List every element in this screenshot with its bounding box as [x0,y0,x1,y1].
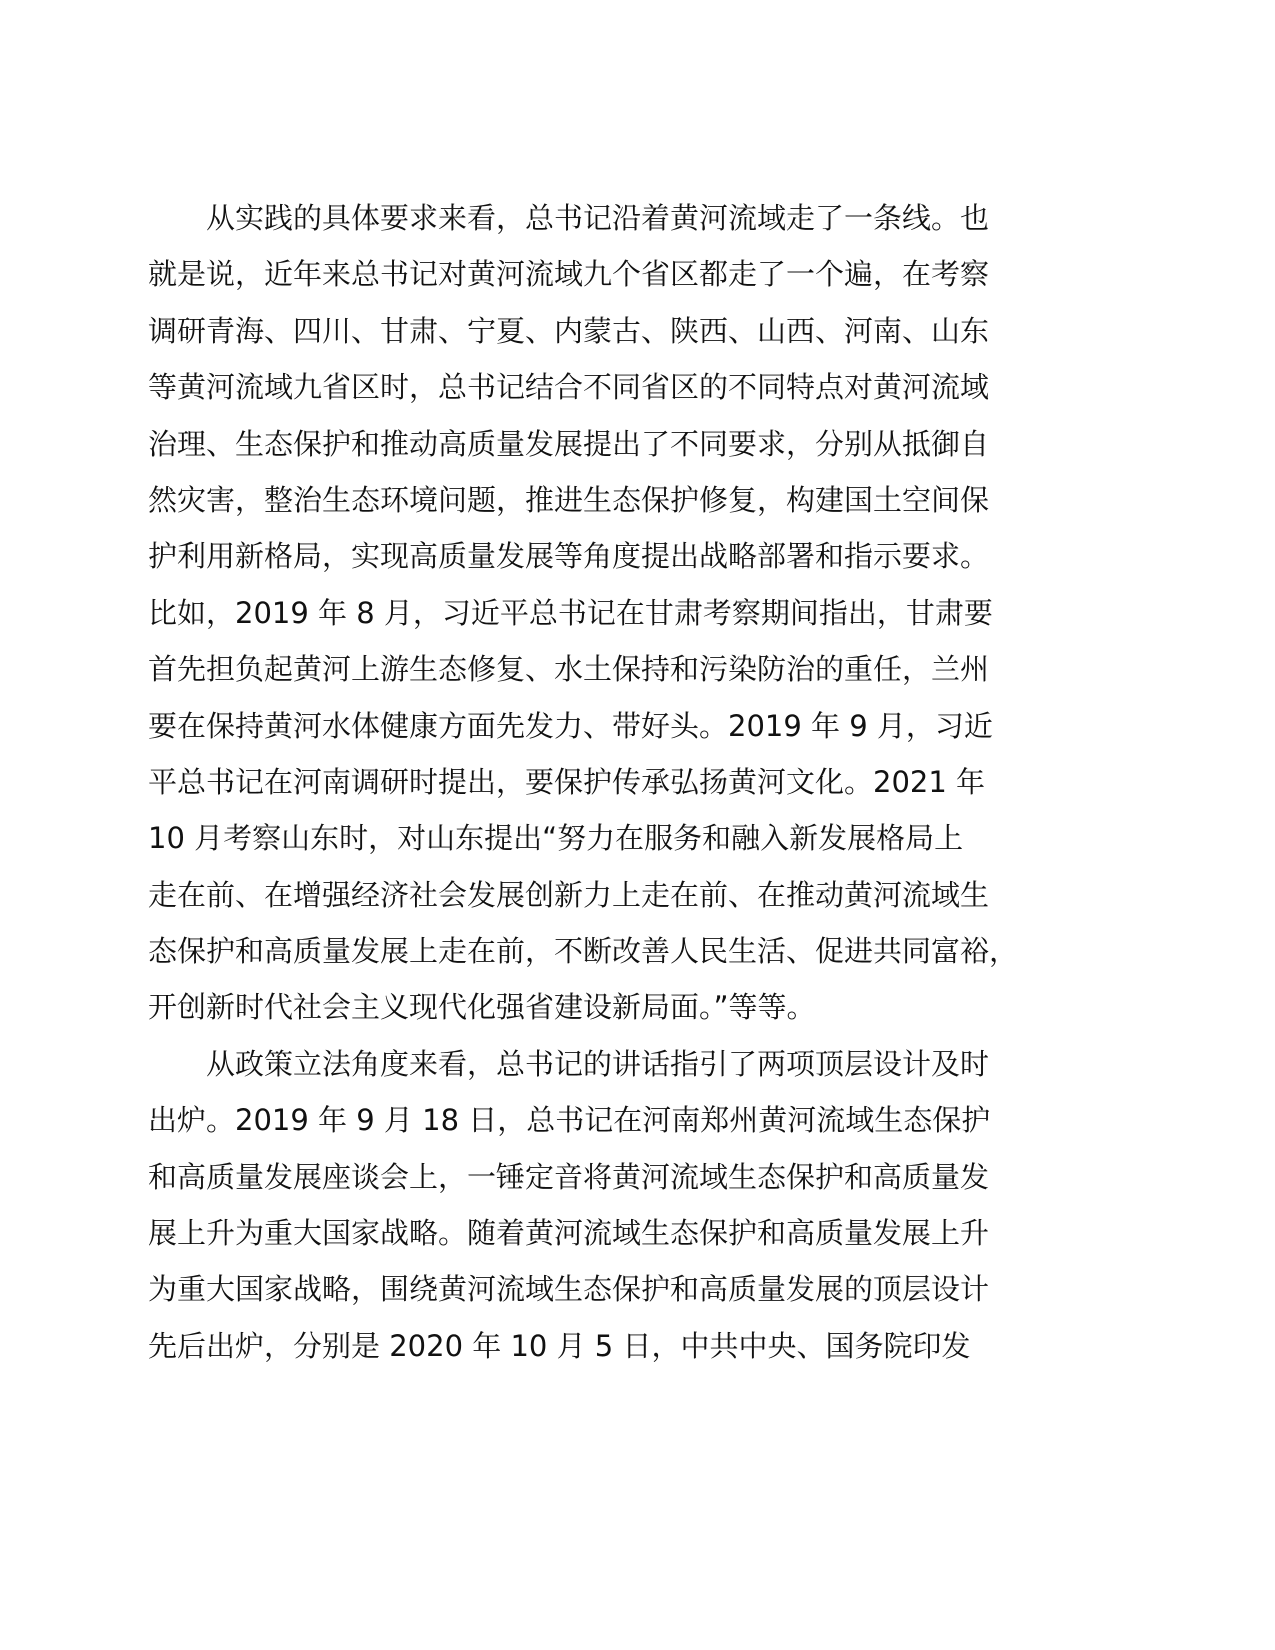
text-line: 就是说，近年来总书记对黄河流域九个省区都走了一个遍，在考察 [148,257,990,292]
paragraph-policy-legislation [148,1036,1078,1374]
text-line: 首先担负起黄河上游生态修复、水土保持和污染防治的重任，兰州 [148,652,990,687]
paragraph-practice-requirements [148,190,1078,1036]
text-line: 等黄河流域九省区时，总书记结合不同省区的不同特点对黄河流域 [148,370,990,405]
text-line: 平总书记在河南调研时提出，要保护传承弘扬黄河文化。2021 年 [148,764,986,799]
text-line: 走在前、在增强经济社会发展创新力上走在前、在推动黄河流域生 [148,877,990,912]
text-line: 要在保持黄河水体健康方面先发力、带好头。2019 年 9 月，习近 [148,708,993,743]
text-line: 展上升为重大国家战略。随着黄河流域生态保护和高质量发展上升 [148,1216,990,1251]
text-line: 从实践的具体要求来看，总书记沿着黄河流域走了一条线。也 [206,201,990,235]
document-body [148,190,1078,1374]
text-line: 护利用新格局，实现高质量发展等角度提出战略部署和指示要求。 [148,539,990,574]
text-line: 治理、生态保护和推动高质量发展提出了不同要求，分别从抵御自 [148,426,990,461]
text-line: 和高质量发展座谈会上，一锤定音将黄河流域生态保护和高质量发 [148,1159,990,1194]
text-line: 然灾害，整治生态环境问题，推进生态保护修复，构建国土空间保 [148,482,990,517]
text-line: 态保护和高质量发展上走在前，不断改善人民生活、促进共同富裕， [148,934,1019,969]
text-line: 为重大国家战略，围绕黄河流域生态保护和高质量发展的顶层设计 [148,1272,990,1307]
text-line: 调研青海、四川、甘肃、宁夏、内蒙古、陕西、山西、河南、山东 [148,313,990,348]
text-line: 出炉。2019 年 9 月 18 日，总书记在河南郑州黄河流域生态保护 [148,1103,991,1138]
text-line: 比如，2019 年 8 月，习近平总书记在甘肃考察期间指出，甘肃要 [148,595,993,630]
text-line: 开创新时代社会主义现代化强省建设新局面。”等等。 [148,990,816,1025]
text-line: 10 月考察山东时，对山东提出“努力在服务和融入新发展格局上 [148,821,964,856]
text-line: 先后出炉，分别是 2020 年 10 月 5 日，中共中央、国务院印发 [148,1328,971,1363]
text-line: 从政策立法角度来看，总书记的讲话指引了两项顶层设计及时 [206,1046,990,1081]
